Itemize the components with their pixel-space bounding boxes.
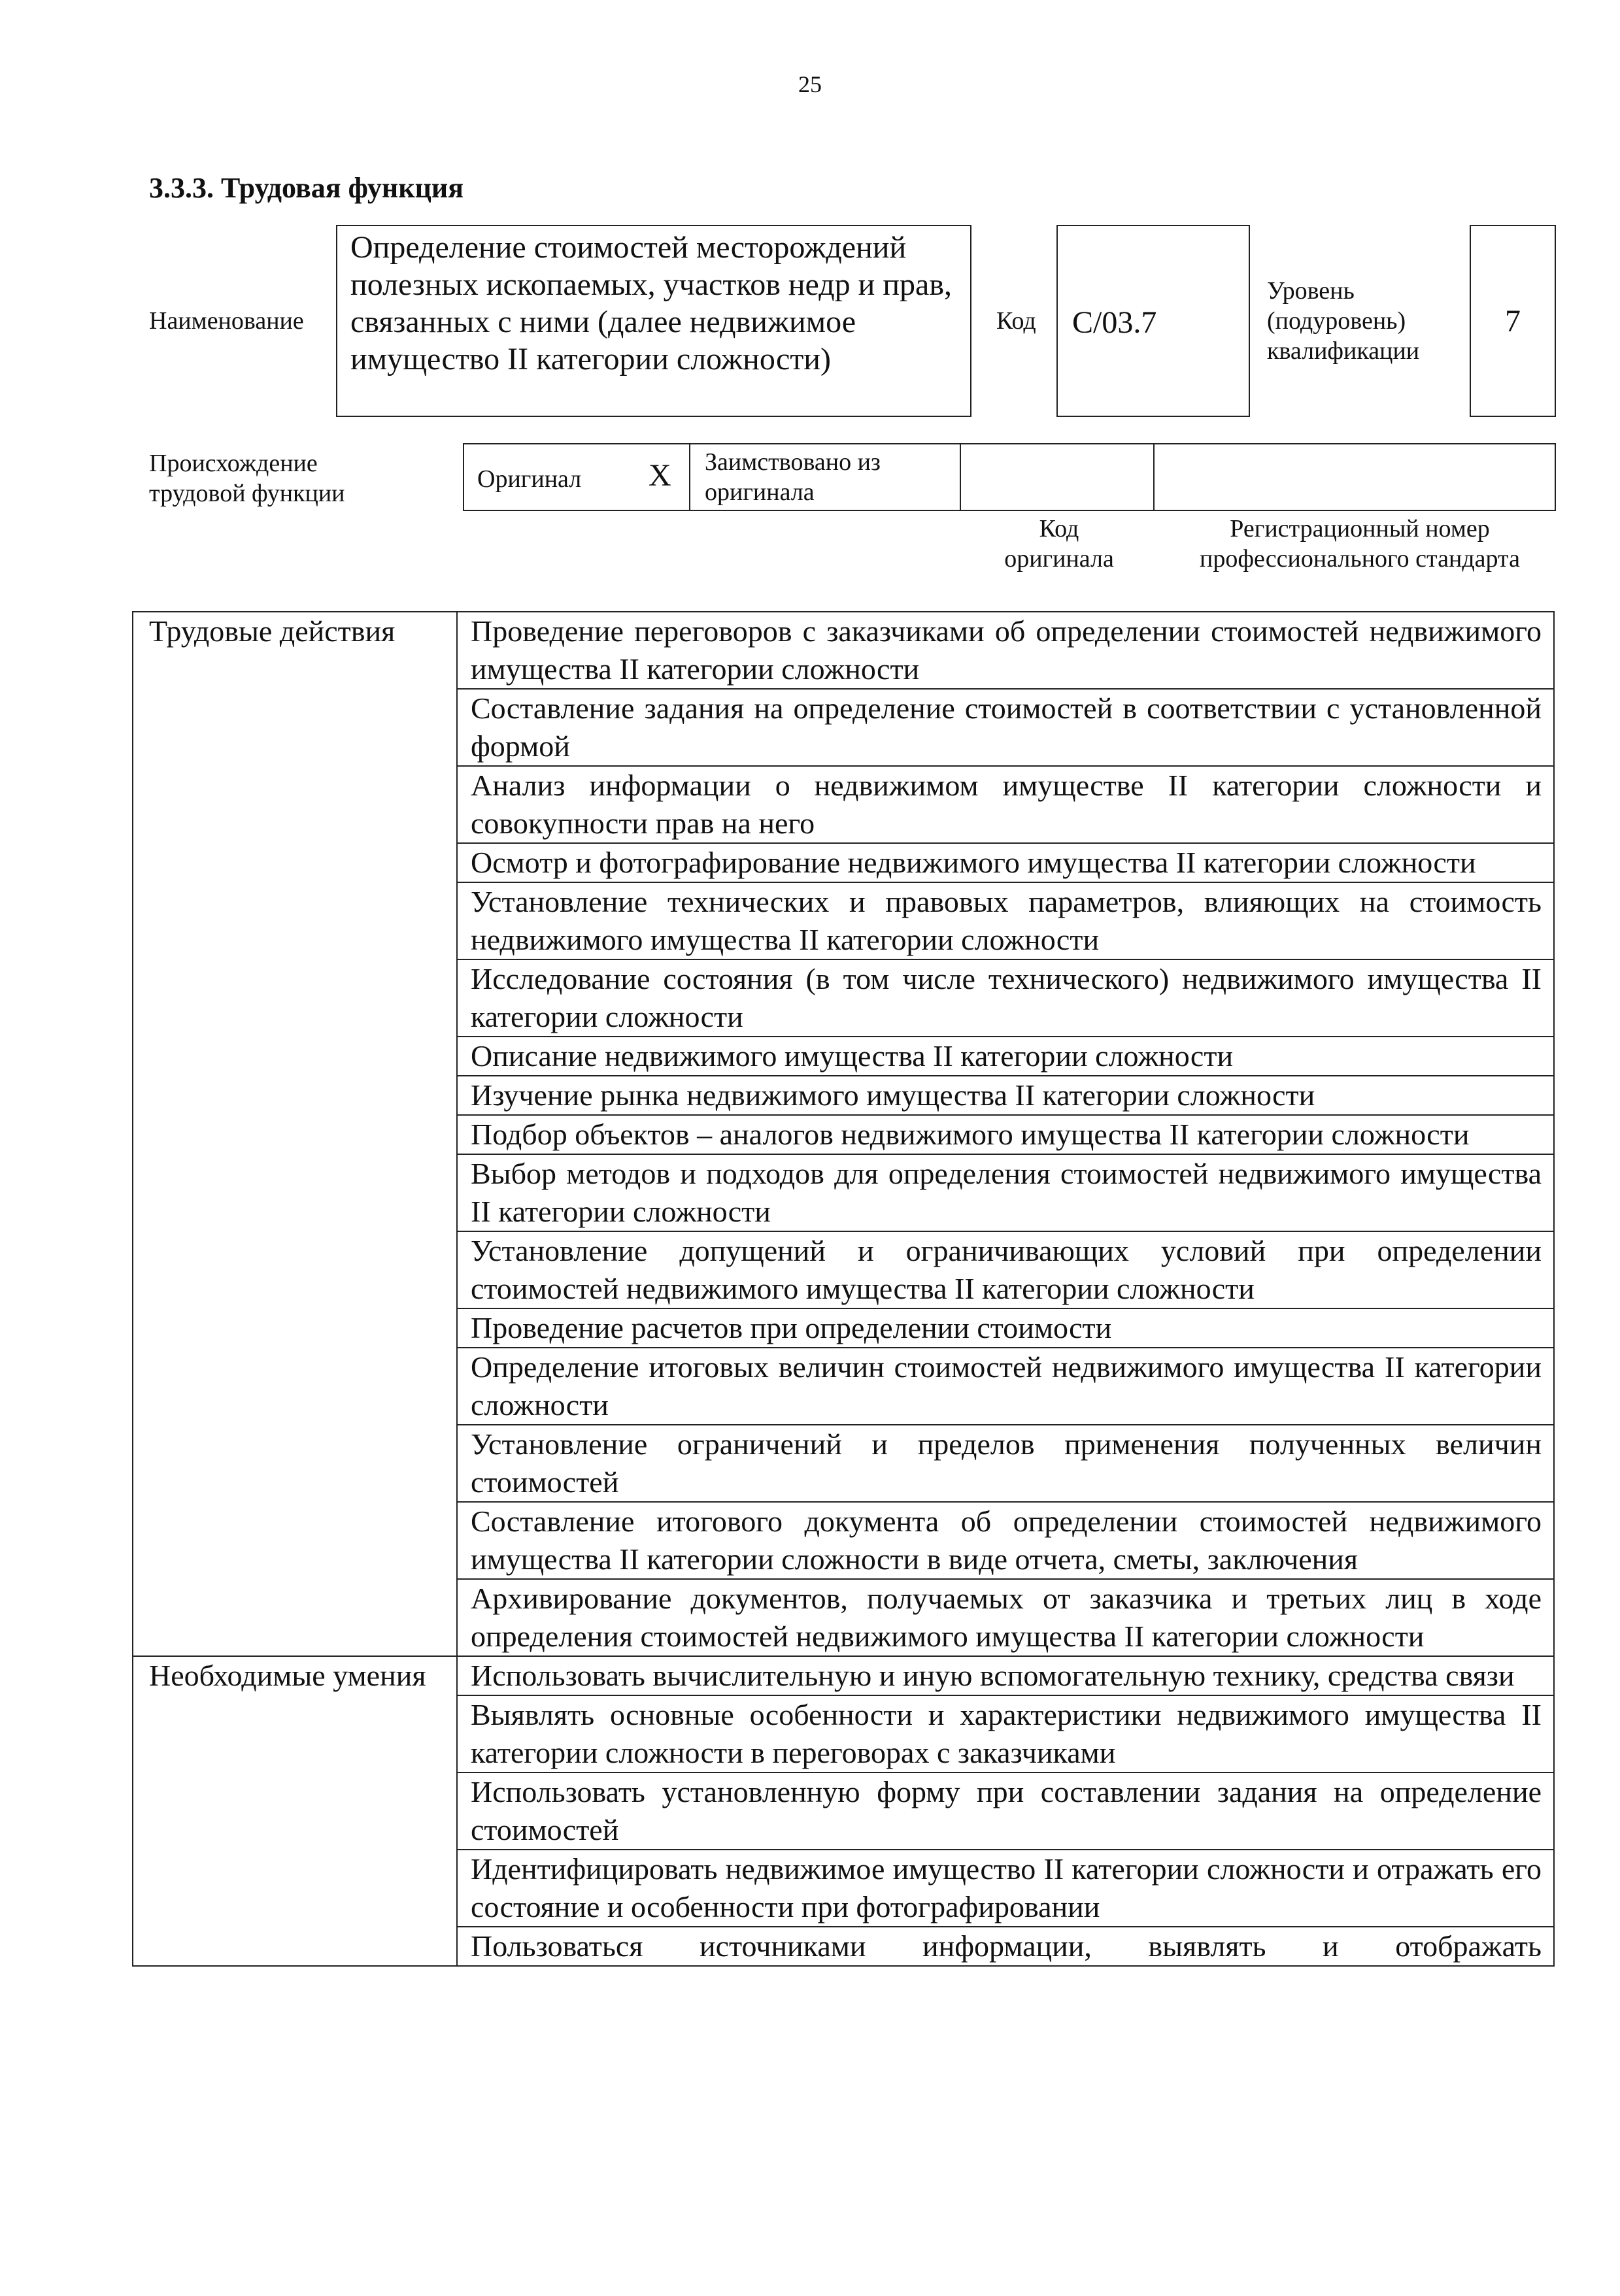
table-row — [133, 1656, 1554, 1695]
name-label: Наименование — [149, 307, 304, 335]
code-label: Код — [996, 307, 1036, 335]
code-original-caption: Код оригинала — [1004, 515, 1114, 573]
table-cell: Идентифицировать недвижимое имущество II категории сложности и отражать его состояние и особенности при фотографировании — [457, 1850, 1554, 1927]
table-cell: Анализ информации о недвижимом имуществе II категории сложности и совокупности прав на него — [457, 766, 1554, 843]
original-mark: X — [649, 458, 671, 493]
table-cell: Подбор объектов – аналогов недвижимого имущества II категории сложности — [457, 1115, 1554, 1154]
origin-divider — [960, 443, 961, 511]
level-value: 7 — [1505, 304, 1521, 339]
table-cell: Исследование состояния (в том числе технического) недвижимого имущества II категории сложности — [457, 959, 1554, 1037]
borrowed-label: Заимствовано из оригинала — [705, 448, 881, 506]
table-cell: Описание недвижимого имущества II категории сложности — [457, 1037, 1554, 1076]
table-cell: Пользоваться источниками информации, выявлять и отображать — [457, 1927, 1554, 1966]
labor-actions-label: Трудовые действия — [133, 612, 457, 1656]
table-cell: Установление ограничений и пределов применения полученных величин стоимостей — [457, 1425, 1554, 1502]
code-value: C/03.7 — [1072, 305, 1157, 340]
table-cell: Изучение рынка недвижимого имущества II категории сложности — [457, 1076, 1554, 1115]
table-cell: Выявлять основные особенности и характеристики недвижимого имущества II категории сложности в переговорах с заказчиками — [457, 1695, 1554, 1772]
level-label: Уровень (подуровень) квалификации — [1267, 277, 1420, 365]
code-box — [1056, 225, 1250, 417]
table-cell: Использовать установленную форму при составлении задания на определение стоимостей — [457, 1772, 1554, 1850]
table-cell: Выбор методов и подходов для определения стоимостей недвижимого имущества II категории сложности — [457, 1154, 1554, 1231]
table-cell: Составление итогового документа об определении стоимостей недвижимого имущества II категории сложности в виде отчета, сметы, заключения — [457, 1502, 1554, 1579]
table-cell: Определение итоговых величин стоимостей недвижимого имущества II категории сложности — [457, 1348, 1554, 1425]
table-cell: Проведение переговоров с заказчиками об определении стоимостей недвижимого имущества II категории сложности — [457, 612, 1554, 689]
function-name-text: Определение стоимостей месторождений полезных ископаемых, участков недр и прав, связанных с ними (далее недвижимое имущество II категории сложности) — [350, 230, 952, 376]
origin-row — [463, 443, 1556, 511]
functions-table — [132, 611, 1555, 1967]
reg-number-caption: Регистрационный номер профессионального стандарта — [1200, 515, 1520, 573]
table-cell: Составление задания на определение стоимостей в соответствии с установленной формой — [457, 689, 1554, 766]
original-label: Оригинал — [477, 465, 582, 493]
function-name-box — [336, 225, 971, 417]
origin-divider — [1153, 443, 1155, 511]
required-skills-label: Необходимые умения — [133, 1656, 457, 1966]
table-cell: Проведение расчетов при определении стоимости — [457, 1308, 1554, 1348]
table-row — [133, 612, 1554, 689]
table-cell: Установление технических и правовых параметров, влияющих на стоимость недвижимого имущества II категории сложности — [457, 882, 1554, 959]
table-cell: Архивирование документов, получаемых от заказчика и третьих лиц в ходе определения стоимостей недвижимого имущества II категории сложности — [457, 1579, 1554, 1656]
table-cell: Использовать вычислительную и иную вспомогательную технику, средства связи — [457, 1656, 1554, 1695]
table-cell: Установление допущений и ограничивающих условий при определении стоимостей недвижимого имущества II категории сложности — [457, 1231, 1554, 1308]
page-number: 25 — [798, 71, 822, 97]
section-heading: 3.3.3. Трудовая функция — [149, 172, 464, 204]
origin-label: Происхождение трудовой функции — [149, 450, 345, 507]
level-box — [1470, 225, 1556, 417]
table-cell: Осмотр и фотографирование недвижимого имущества II категории сложности — [457, 843, 1554, 882]
origin-divider — [689, 443, 690, 511]
